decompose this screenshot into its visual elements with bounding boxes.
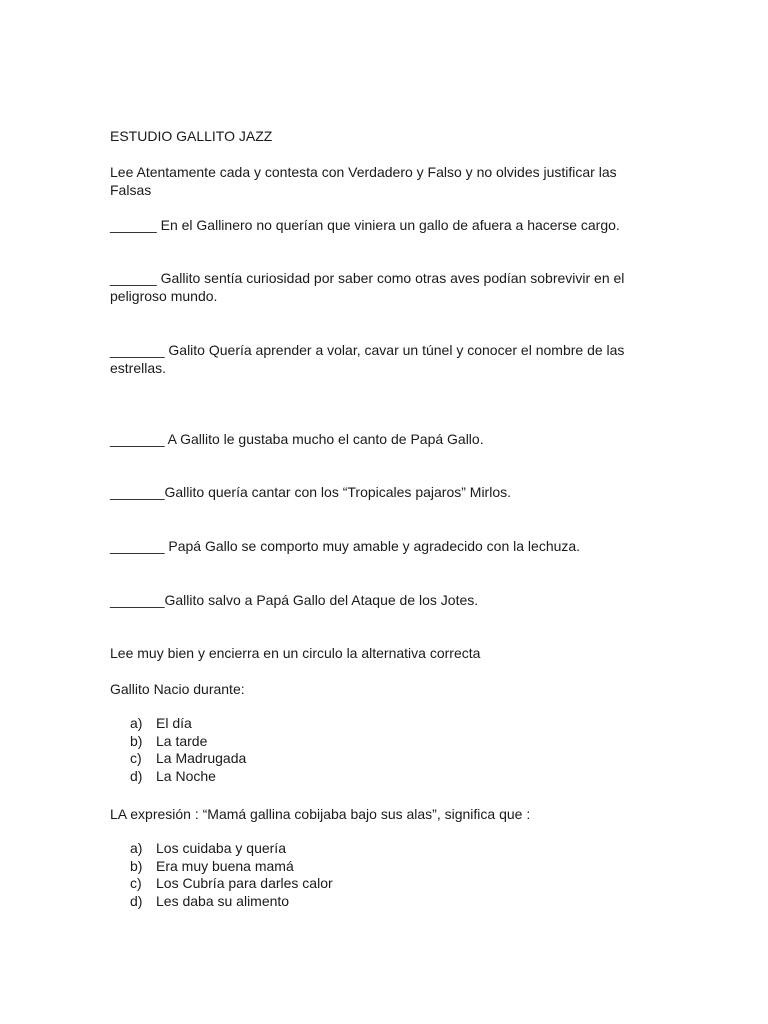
answer-option xyxy=(130,715,630,733)
answer-option xyxy=(130,840,630,858)
option-marker: b) xyxy=(130,732,143,749)
answer-option xyxy=(130,893,630,911)
answer-option xyxy=(130,750,630,768)
option-marker: d) xyxy=(130,893,143,910)
option-marker: a) xyxy=(130,715,143,731)
true-false-item: _______ Papá Gallo se comporto muy amable y agradecido con la lechuza. xyxy=(110,538,581,554)
answer-option xyxy=(130,733,630,751)
option-marker: c) xyxy=(130,750,142,767)
answer-options xyxy=(130,715,630,786)
option-text: El día xyxy=(156,715,192,731)
option-marker: c) xyxy=(130,875,142,892)
answer-option xyxy=(130,858,630,876)
multiple-choice-instructions: Lee muy bien y encierra en un circulo la alternativa correcta xyxy=(110,645,481,661)
answer-option xyxy=(130,875,630,893)
true-false-item: _______ Galito Quería aprender a volar, cavar un túnel y conocer el nombre de las estrellas. xyxy=(110,342,625,376)
option-marker: a) xyxy=(130,840,143,856)
question-prompt: LA expresión : “Mamá gallina cobijaba bajo sus alas”, significa que : xyxy=(110,806,531,822)
option-text: Los cuidaba y quería xyxy=(156,840,286,856)
answer-options xyxy=(130,840,630,911)
true-false-instructions: Lee Atentamente cada y contesta con Verdadero y Falso y no olvides justificar las Falsas xyxy=(110,164,617,198)
option-text: Era muy buena mamá xyxy=(156,857,294,874)
true-false-item: _______ A Gallito le gustaba mucho el canto de Papá Gallo. xyxy=(110,431,484,447)
option-marker: d) xyxy=(130,768,143,785)
true-false-item: _______Gallito salvo a Papá Gallo del Ataque de los Jotes. xyxy=(110,592,479,608)
worksheet-title: ESTUDIO GALLITO JAZZ xyxy=(110,128,273,144)
option-text: Los Cubría para darles calor xyxy=(156,875,333,892)
true-false-item: _______Gallito quería cantar con los “Tropicales pajaros” Mirlos. xyxy=(110,484,512,500)
option-text: Les daba su alimento xyxy=(156,893,290,910)
question-prompt: Gallito Nacio durante: xyxy=(110,681,245,697)
worksheet-page xyxy=(110,0,655,1024)
option-marker: b) xyxy=(130,857,143,874)
answer-option xyxy=(130,768,630,786)
true-false-item: ______ Gallito sentía curiosidad por saber como otras aves podían sobrevivir en el peligroso mundo. xyxy=(110,270,625,304)
true-false-item: ______ En el Gallinero no querían que viniera un gallo de afuera a hacerse cargo. xyxy=(110,217,620,233)
option-text: La Noche xyxy=(156,768,216,785)
option-text: La Madrugada xyxy=(156,750,247,767)
option-text: La tarde xyxy=(156,732,208,749)
